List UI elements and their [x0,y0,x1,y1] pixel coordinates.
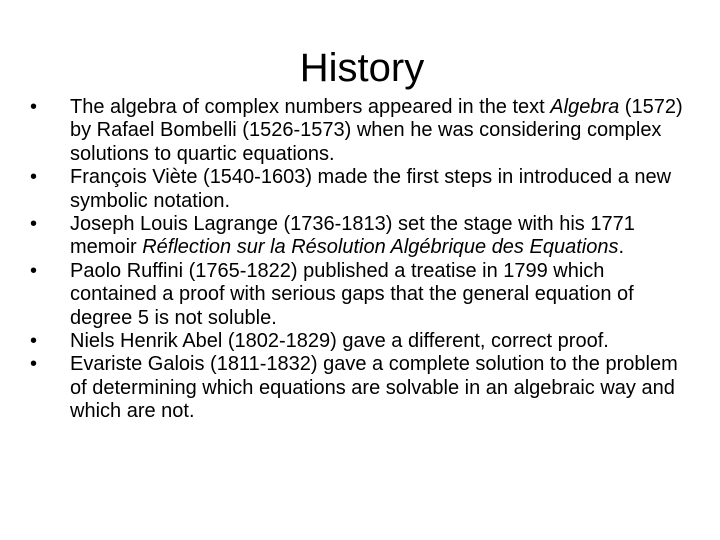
bullet-item [28,96,688,166]
bullet-item [28,260,688,330]
bullet-italic-text: Algebra [550,96,620,118]
bullet-text: François Viète (1540-1603) made the first steps in introduced a new symbolic notation. [70,166,672,212]
bullet-text: Paolo Ruffini (1765-1822) published a treatise in 1799 which contained a proof with serious gaps that the general equation of degree 5 is not soluble. [70,259,634,329]
bullet-marker: • [30,259,38,282]
bullet-item [28,330,688,353]
bullet-item [28,166,688,213]
bullet-marker: • [30,353,38,376]
bullet-list [28,96,688,424]
bullet-text: Evariste Galois (1811-1832) gave a complete solution to the problem of determining which equations are solvable in an algebraic way and which are not. [70,353,678,423]
bullet-text: Joseph Louis Lagrange (1736-1813) set the stage with his 1771 memoir [70,213,635,259]
bullet-text-end: . [618,236,625,259]
bullet-text: Niels Henrik Abel (1802-1829) gave a different, correct proof. [70,330,609,353]
slide-title: History [299,46,425,90]
bullet-marker: • [30,213,38,236]
bullet-text-end: (1572) by Rafael Bombelli (1526-1573) when he was considering complex solutions to quartic equations. [70,96,683,165]
bullet-item [28,213,688,260]
bullet-marker: • [30,330,38,353]
bullet-marker: • [30,166,38,189]
bullet-marker: • [30,96,38,118]
bullet-item [28,353,688,423]
bullet-text: The algebra of complex numbers appeared in the text [70,96,551,118]
bullet-italic-text: Réflection sur la Résolution Algébrique des Equations [142,236,619,259]
